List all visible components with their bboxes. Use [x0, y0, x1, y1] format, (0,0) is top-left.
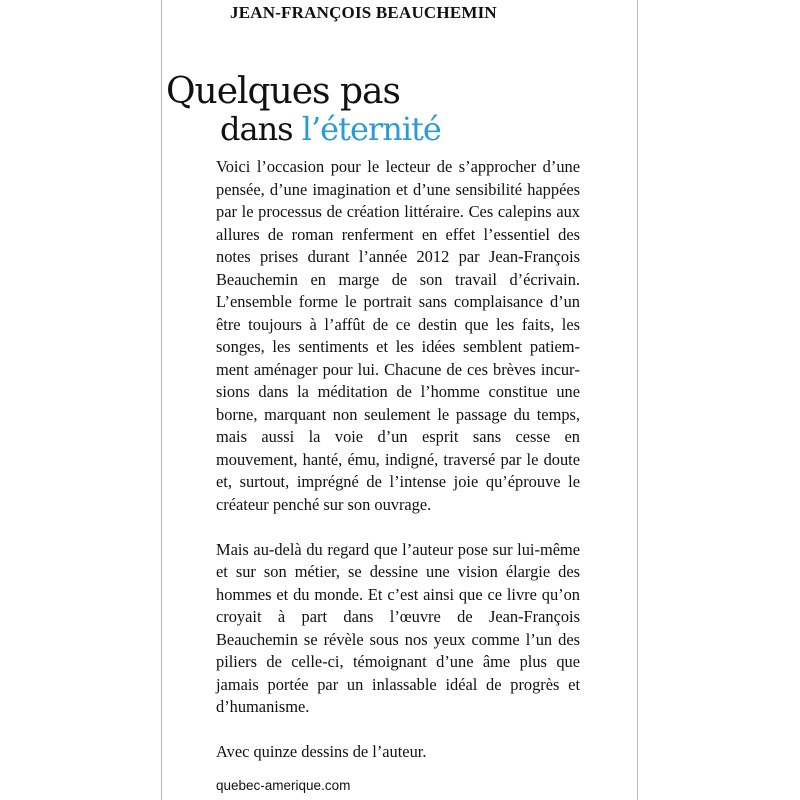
blurb-paragraph-3: Avec quinze dessins de l’auteur. [216, 742, 427, 761]
book-title-line-1: Quelques pas [166, 71, 400, 112]
blurb-paragraph-2: Mais au-delà du regard que l’auteur pose sur lui-même et sur son métier, se dessine une vision élargie des hommes et du monde. Et c’est ainsi que ce livre qu’on croyait à part dans l’œuvre de Jean-François Beauchemin se révèle sous nos yeux comme l’un des piliers de celle-ci, témoignant d’une âme plus que jamais portée par un inlassable idéal de progrès et d’humanisme. [216, 539, 580, 716]
book-title-line-2 [220, 109, 441, 149]
book-back-cover [161, 0, 638, 800]
blurb [216, 156, 580, 764]
book-title-accent: l’éternité [301, 110, 441, 148]
publisher-website: quebec-amerique.com [216, 778, 351, 793]
book-title-plain: dans [220, 110, 293, 148]
blurb-paragraph-1: Voici l’occasion pour le lecteur de s’approcher d’une pensée, d’une imagination et d’une sensibilité happées par le processus de création littéraire. Ces calepins aux allures de roman renferment en effet l’essentiel des notes prises durant l’année 2012 par Jean-François Beauchemin en marge de son travail d’écrivain. L’ensemble forme le portrait sans complaisance d’un être toujours à l’affût de ce destin que les faits, les songes, les sentiments et les idées semblent patiemment aménager pour lui. Chacune de ces brèves incursions dans la méditation de l’homme constitue une borne, marquant non seulement le passage du temps, mais aussi la voie d’un esprit sans cesse en mouvement, hanté, ému, indigné, traversé par le doute et, surtout, imprégné de l’intense joie qu’éprouve le créateur penché sur son ouvrage. [216, 157, 580, 514]
author-name: JEAN-FRANÇOIS BEAUCHEMIN [230, 3, 497, 22]
